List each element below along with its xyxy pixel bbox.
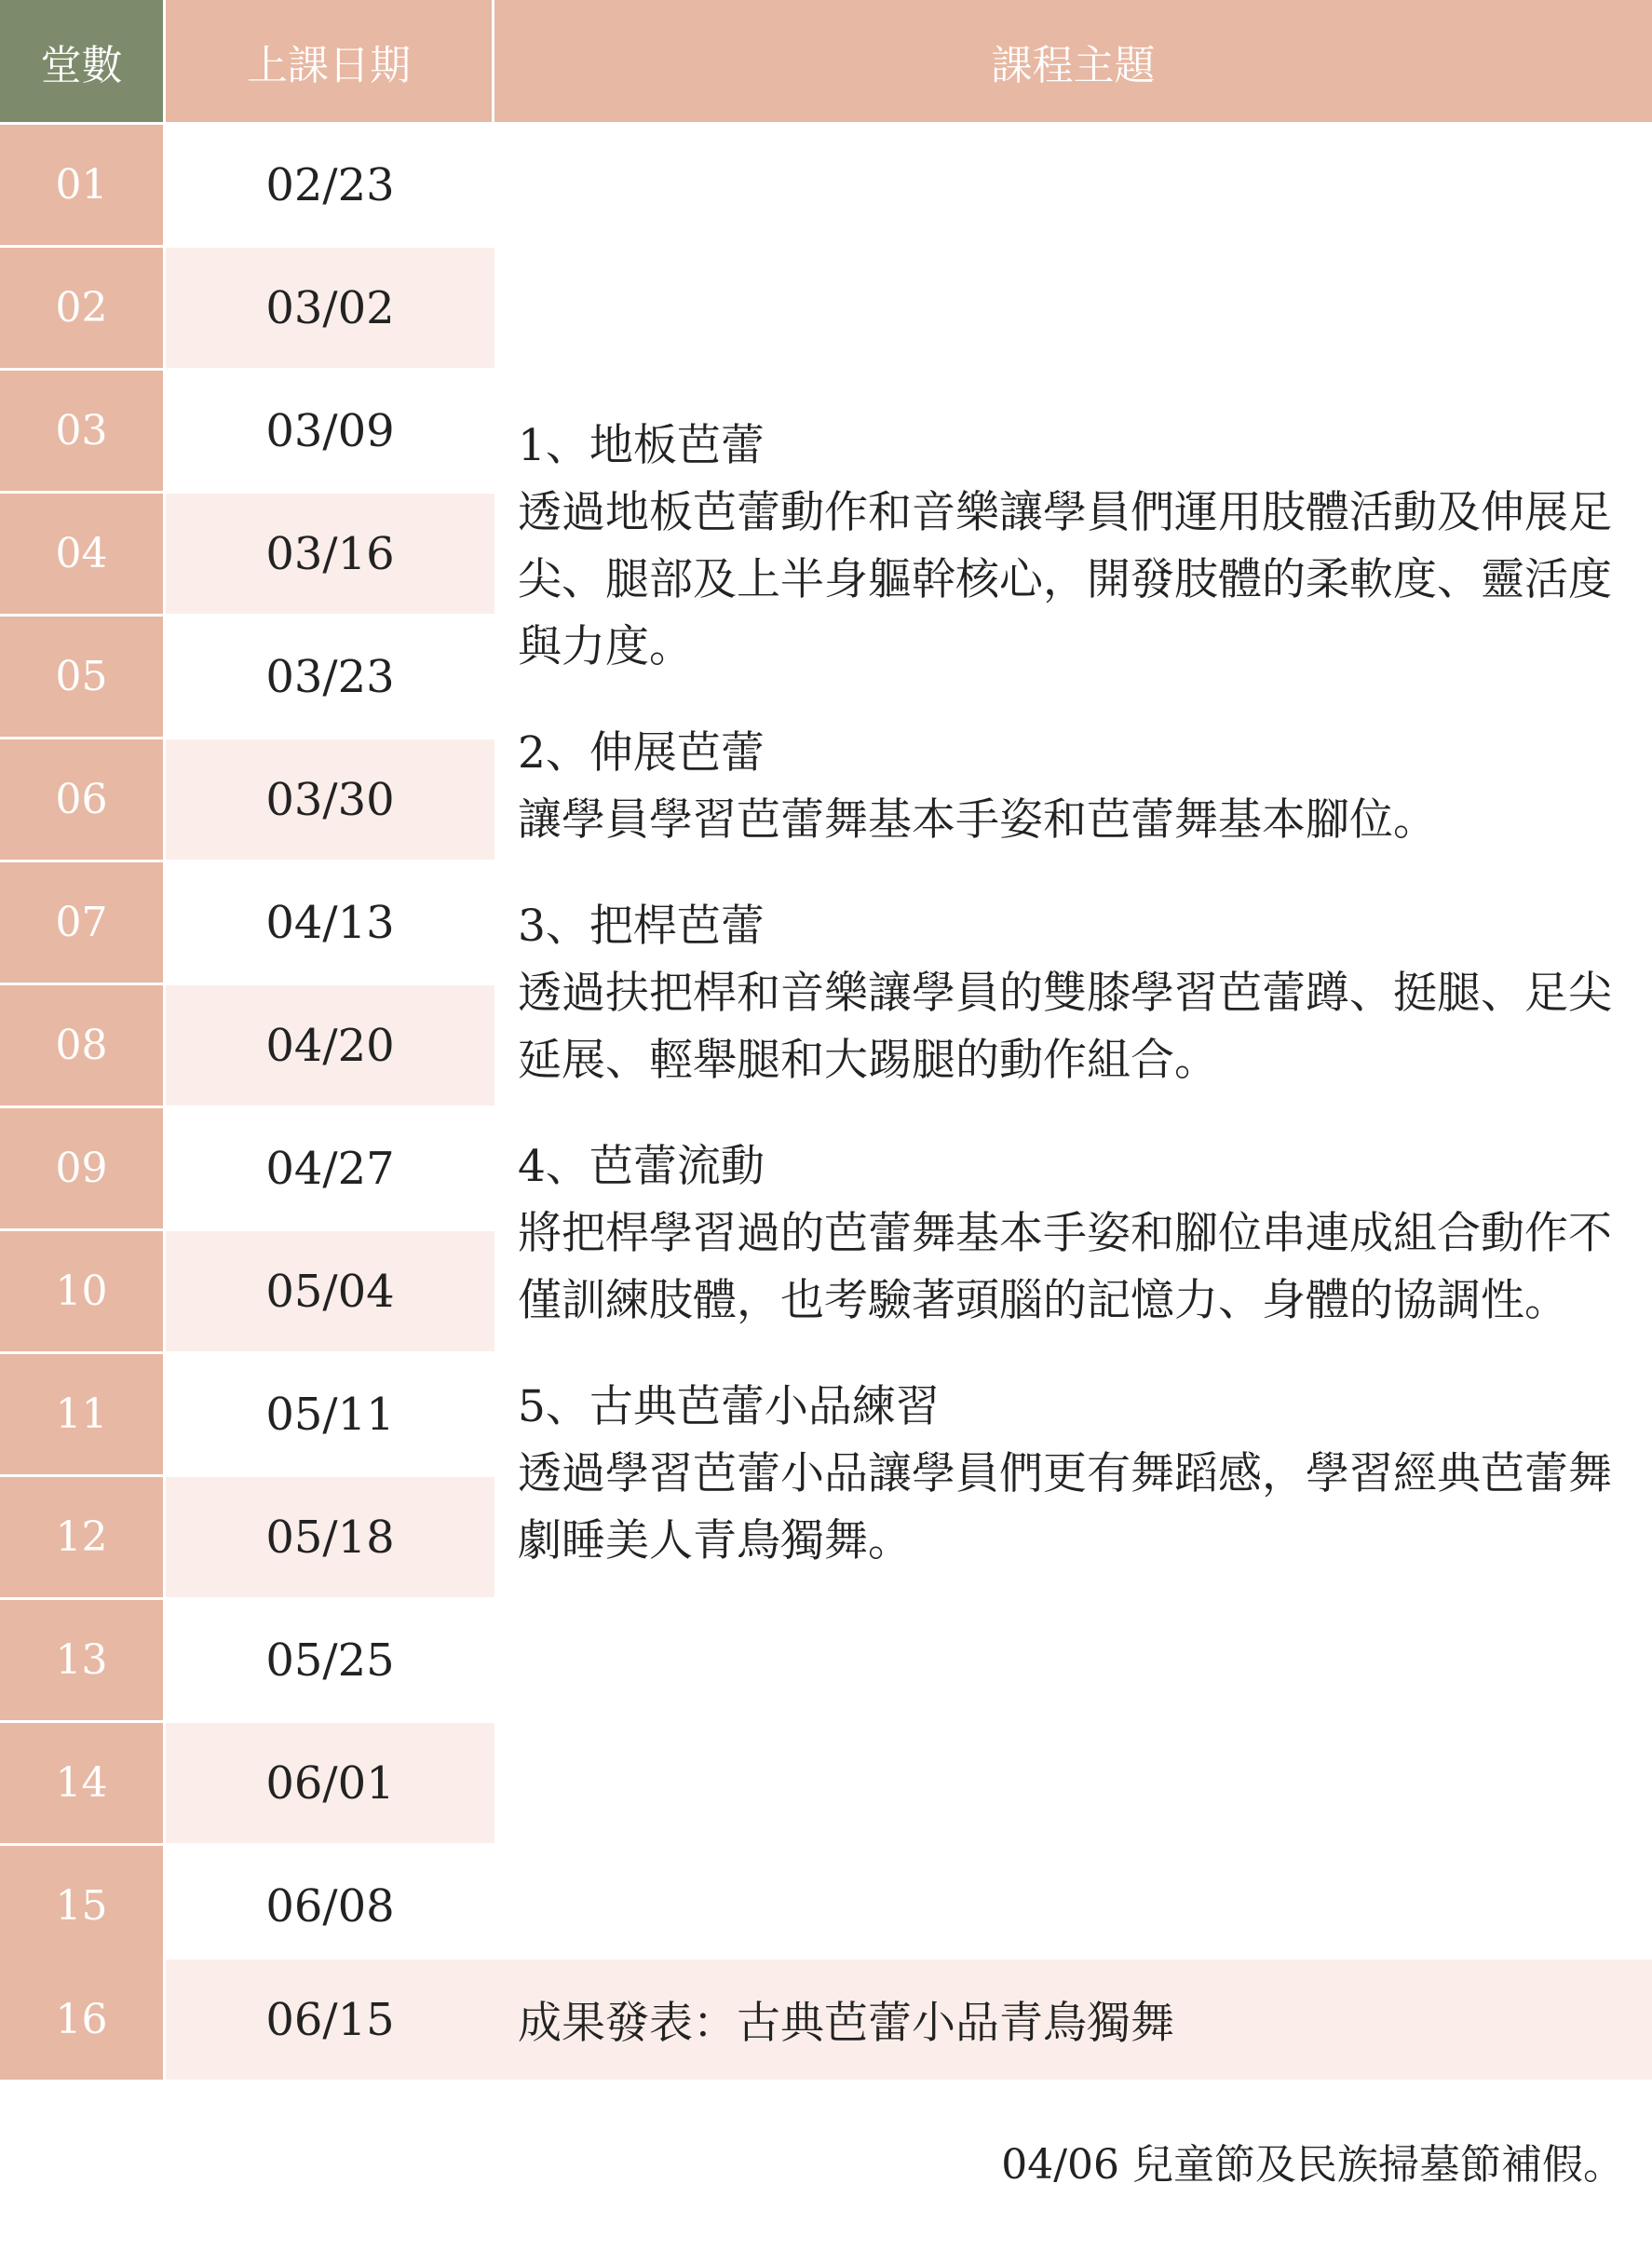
- session-date: 05/04: [166, 1231, 494, 1351]
- session-date: 03/09: [265, 404, 395, 457]
- session-number: 14: [0, 1723, 163, 1843]
- session-number: 12: [0, 1477, 163, 1597]
- session-number: 15: [0, 1846, 163, 1966]
- session-number: 13: [0, 1600, 163, 1720]
- session-date: 05/11: [265, 1388, 395, 1441]
- table-row: [0, 371, 494, 491]
- table-row: [0, 1600, 494, 1720]
- header-date: 上課日期: [166, 0, 492, 122]
- topic-cell: [494, 125, 1652, 1957]
- session-date: 04/13: [265, 896, 395, 949]
- topic-description: 讓學員學習芭蕾舞基本手姿和芭蕾舞基本腳位。: [518, 794, 1437, 846]
- session-number: 09: [0, 1108, 163, 1228]
- table-row: [0, 617, 494, 737]
- table-row: [0, 985, 494, 1105]
- session-number: 16: [0, 1959, 163, 2080]
- table-row: [0, 1231, 494, 1351]
- session-date: 02/23: [265, 158, 395, 211]
- topic-title: 4、芭蕾流動: [518, 1141, 765, 1192]
- table-row: [0, 862, 494, 983]
- table-row: [0, 1108, 494, 1228]
- topic-list: [518, 413, 1635, 1614]
- session-number: 06: [0, 739, 163, 860]
- session-date: 03/16: [166, 494, 494, 614]
- topic-title: 1、地板芭蕾: [518, 420, 765, 471]
- session-number: 08: [0, 985, 163, 1105]
- session-date: 05/25: [265, 1634, 395, 1687]
- session-date: 05/18: [166, 1477, 494, 1597]
- topic-description: 透過扶把桿和音樂讓學員的雙膝學習芭蕾蹲、挺腿、足尖延展、輕舉腿和大踢腿的動作組合。: [518, 968, 1612, 1086]
- topic-description: 透過地板芭蕾動作和音樂讓學員們運用肢體活動及伸展足尖、腿部及上半身軀幹核心，開發肢體的柔軟度、靈活度與力度。: [518, 487, 1612, 672]
- session-number: 01: [0, 125, 163, 245]
- session-number: 02: [0, 248, 163, 368]
- session-date: 06/01: [166, 1723, 494, 1843]
- session-date: 06/08: [265, 1879, 395, 1932]
- table-row: [0, 739, 494, 860]
- session-number: 05: [0, 617, 163, 737]
- session-number: 11: [0, 1354, 163, 1474]
- session-number: 10: [0, 1231, 163, 1351]
- session-date: 03/30: [166, 739, 494, 860]
- session-date: 06/15: [166, 1959, 494, 2080]
- table-row: [0, 494, 494, 614]
- topic-title: 2、伸展芭蕾: [518, 727, 765, 779]
- table-row: [0, 1477, 494, 1597]
- session-date: 04/20: [166, 985, 494, 1105]
- session-date: 03/23: [265, 650, 395, 703]
- table-row: [0, 1846, 494, 1966]
- topic-item: [518, 720, 1635, 854]
- table-row: [0, 1354, 494, 1474]
- topic-description: 將把桿學習過的芭蕾舞基本手姿和腳位串連成組合動作不僅訓練肢體，也考驗著頭腦的記憶力、身體的協調性。: [518, 1208, 1612, 1326]
- session-number: 07: [0, 862, 163, 983]
- table-row: [0, 1959, 494, 2080]
- session-date: 04/27: [265, 1142, 395, 1195]
- topic-description: 透過學習芭蕾小品讓學員們更有舞蹈感，學習經典芭蕾舞劇睡美人青鳥獨舞。: [518, 1448, 1612, 1566]
- header-topic: 課程主題: [494, 0, 1652, 122]
- table-row: [0, 125, 494, 245]
- topic-item: [518, 413, 1635, 681]
- session-number: 03: [0, 371, 163, 491]
- session-number: 04: [0, 494, 163, 614]
- footnote: 04/06 兒童節及民族掃墓節補假。: [1001, 2141, 1624, 2189]
- header-session: 堂數: [0, 0, 163, 122]
- topic-title: 3、把桿芭蕾: [518, 901, 765, 952]
- table-row: [0, 1723, 494, 1843]
- table-row: [0, 248, 494, 368]
- final-topic-cell: 成果發表：古典芭蕾小品青鳥獨舞: [494, 1959, 1652, 2080]
- topic-title: 5、古典芭蕾小品練習: [518, 1381, 940, 1432]
- topic-item: [518, 893, 1635, 1094]
- topic-item: [518, 1374, 1635, 1575]
- topic-item: [518, 1133, 1635, 1335]
- session-date: 03/02: [166, 248, 494, 368]
